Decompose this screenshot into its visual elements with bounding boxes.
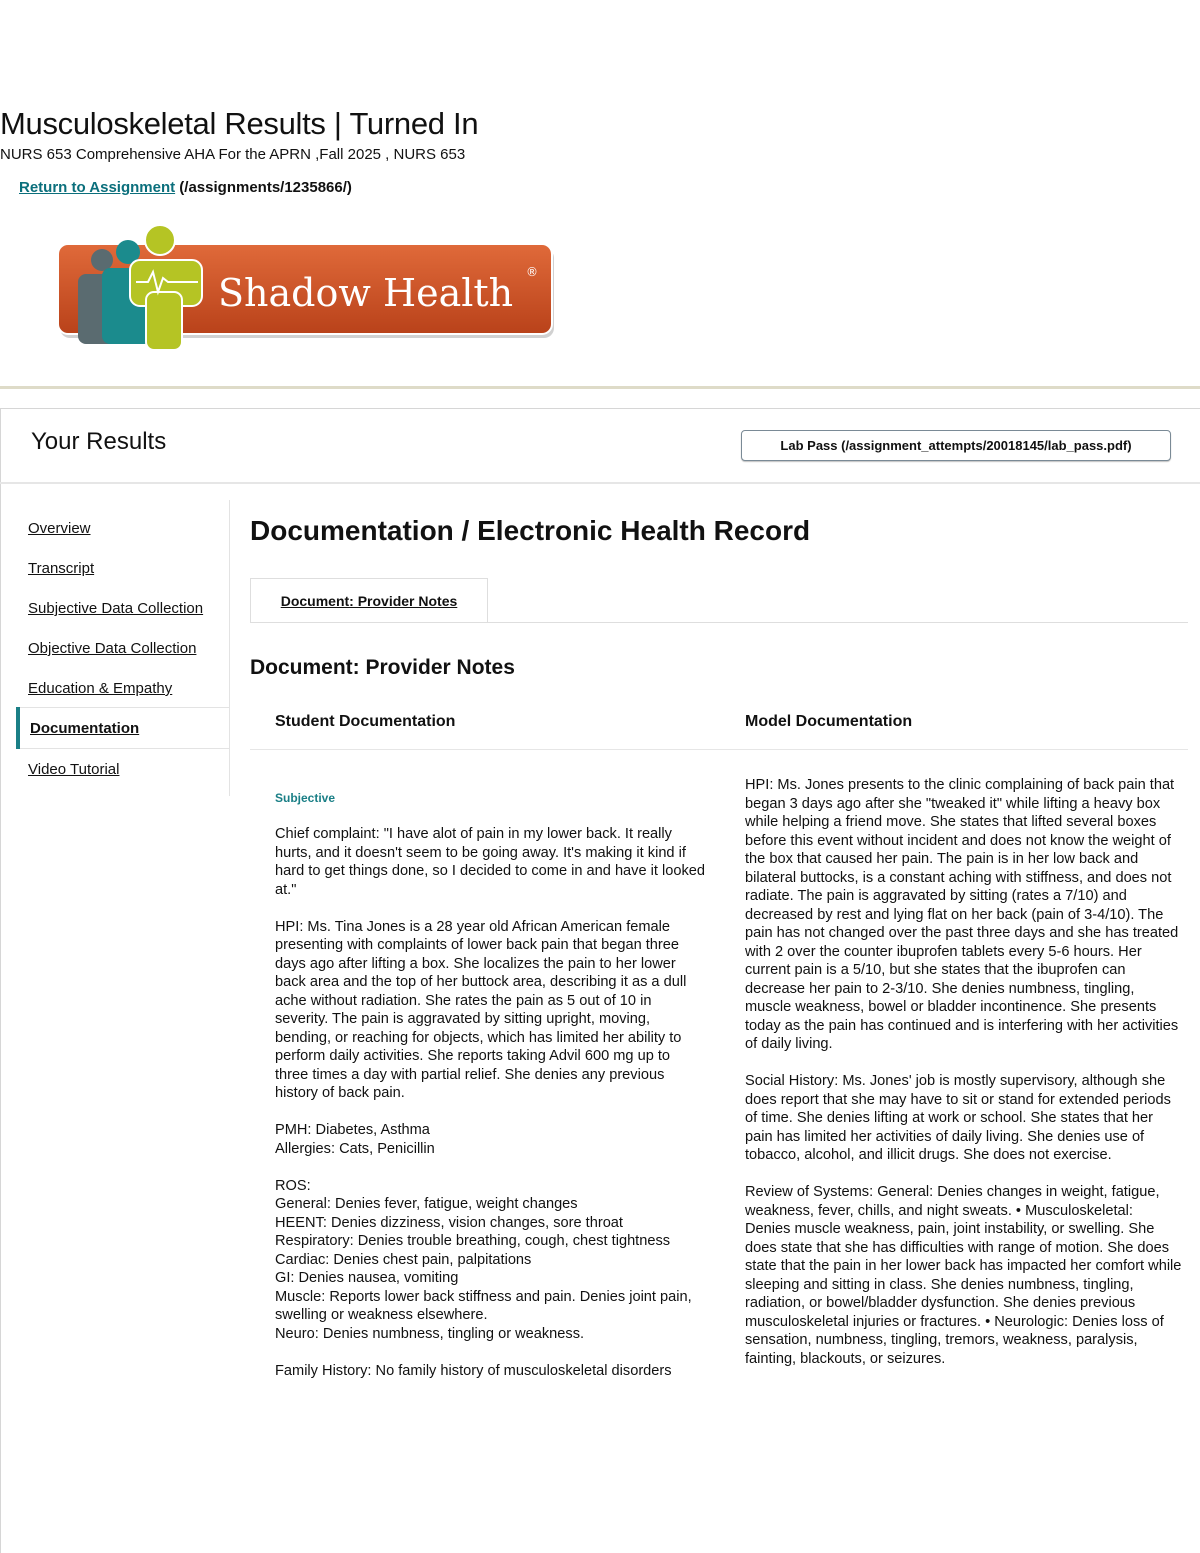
results-sidebar	[16, 500, 230, 796]
model-documentation-heading: Model Documentation	[745, 713, 913, 730]
subjective-label: Subjective	[275, 791, 336, 805]
sidebar-item-video-tutorial[interactable]: Video Tutorial	[28, 761, 120, 778]
active-nav-indicator	[16, 707, 20, 749]
sidebar-item-education-empathy[interactable]: Education & Empathy	[28, 680, 173, 697]
return-to-assignment-link[interactable]: Return to Assignment	[19, 179, 176, 196]
page-title: Musculoskeletal Results | Turned In	[0, 106, 479, 141]
lab-pass-button[interactable]: Lab Pass (/assignment_attempts/20018145/lab_pass.pdf)	[741, 430, 1171, 461]
tab-provider-notes[interactable]: Document: Provider Notes	[250, 578, 488, 622]
logo-text: Shadow Health	[218, 271, 514, 315]
sidebar-item-overview[interactable]: Overview	[28, 520, 91, 537]
header-divider	[0, 386, 1200, 389]
documentation-title: Documentation / Electronic Health Record	[250, 515, 811, 546]
return-path: (/assignments/1235866/)	[179, 179, 352, 196]
logo-registered-mark: ®	[526, 265, 538, 279]
sidebar-item-objective-data-collection[interactable]: Objective Data Collection	[28, 640, 197, 657]
section-title: Document: Provider Notes	[250, 656, 515, 679]
student-documentation-heading: Student Documentation	[275, 713, 456, 730]
course-name: NURS 653 Comprehensive AHA For the APRN ,Fall 2025 , NURS 653	[0, 146, 466, 163]
return-to-assignment	[19, 179, 352, 196]
results-header-divider	[0, 482, 1200, 484]
sidebar-item-documentation[interactable]: Documentation	[30, 720, 140, 737]
tab-underline	[250, 622, 1188, 623]
model-documentation-text: HPI: Ms. Jones presents to the clinic complaining of back pain that began 3 days ago after she "tweaked it" while lifting a heavy box while helping a friend move. She states that lifted several boxes before this event without incident and does not know the weight of the box that caused her pain. The pain is in her low back and bilateral buttocks, is a constant aching with stiffness, and does not radiate. The pain is aggravated by sitting (rates a 7/10) and decreased by rest and lying flat on her back (pain of 3-4/10). The pain has not changed over the past three days and she has treated with 2 over the counter ibuprofen tablets every 5-6 hours. Her current pain is a 5/10, but she states that the ibuprofen can decrease her pain to 2-3/10. She denies numbness, tingling, muscle weakness, bowel or bladder incontinence. She presents today as the pain has continued and is interfering with her activities of daily living. Social History: Ms. Jones' job is mostly supervisory, although she does report that she may have to sit or stand for extended periods of time. She denies lifting at work or school. She states that her pain has limited her activities of daily living. She denies use of tobacco, alcohol, and illicit drugs. She does not exercise. Review of Systems: General: Denies changes in weight, fatigue, weakness, fever, chills, and night sweats. • Musculoskeletal: Denies muscle weakness, pain, joint instability, or swelling. She does state that she has difficulties with range of motion. She does state that the pain in her lower back has impacted her comfort while sleeping and sitting in class. She denies numbness, tingling, radiation, or bowel/bladder dysfunction. She denies previous musculoskeletal injuries or fractures. • Neurologic: Denies loss of sensation, numbness, tingling, tremors, weakness, paralysis, fainting, blackouts, or seizures.	[745, 777, 1182, 1367]
your-results-heading: Your Results	[31, 428, 167, 455]
shadow-health-logo	[56, 222, 560, 360]
column-header-divider	[250, 749, 1188, 750]
sidebar-item-subjective-data-collection[interactable]: Subjective Data Collection	[28, 600, 204, 617]
sidebar-item-transcript[interactable]: Transcript	[28, 560, 95, 577]
student-documentation-text: Chief complaint: "I have alot of pain in my lower back. It really hurts, and it doesn't seem to be going away. It's making it kind if hard to get things done, so I decided to come in and have it looked at." HPI: Ms. Tina Jones is a 28 year old African American female presenting with complaints of lower back pain that began three days ago after lifting a box. She localizes the pain to her lower back area and the top of her buttock area, describing it as a dull ache without radiation. She rates the pain as 5 out of 10 in severity. The pain is aggravated by sitting upright, moving, bending, or reaching for objects, which has limited her ability to perform daily activities. She reports taking Advil 600 mg up to three times a day with partial relief. She denies any previous history of back pain. PMH: Diabetes, Asthma Allergies: Cats, Penicillin ROS: General: Denies fever, fatigue, weight changes HEENT: Denies dizziness, vision changes, sore throat Respiratory: Denies trouble breathing, cough, chest tightness Cardiac: Denies chest pain, palpitations GI: Denies nausea, vomiting Muscle: Reports lower back stiffness and pain. Denies joint pain, swelling or weakness elsewhere. Neuro: Denies numbness, tingling or weakness. Family History: No family history of musculoskeletal disorders	[275, 826, 705, 1379]
